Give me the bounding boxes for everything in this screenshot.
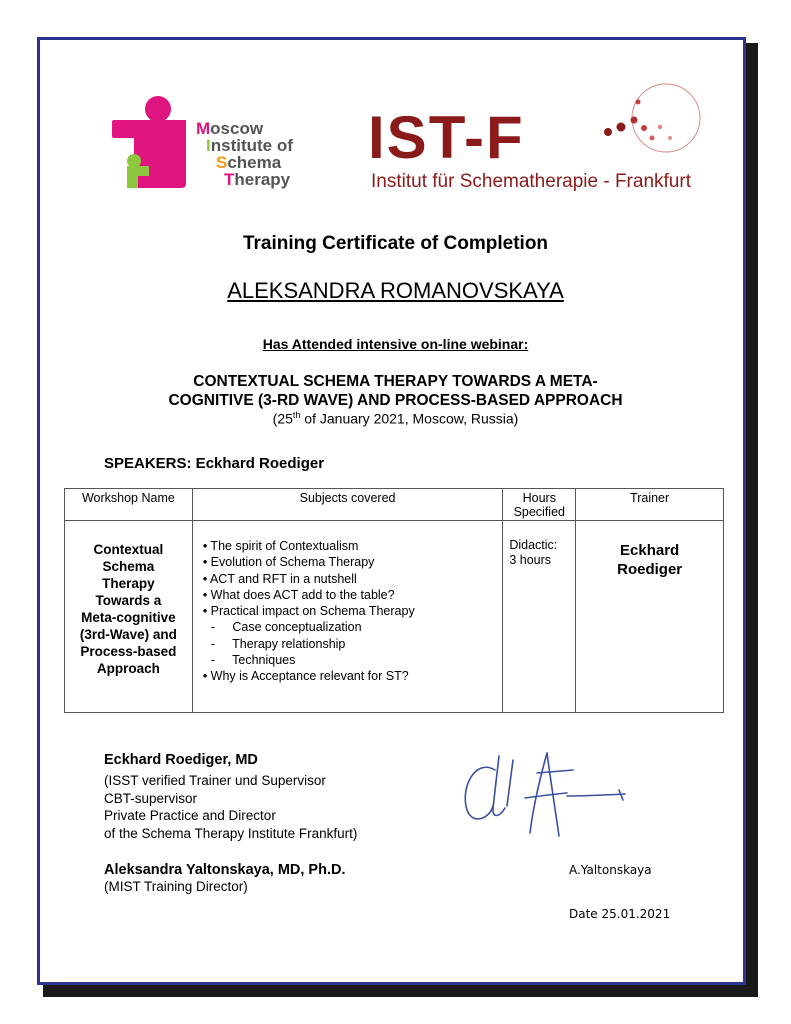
header-hours: Hours Specified	[503, 489, 576, 521]
certificate-date: Date 25.01.2021	[569, 907, 671, 921]
yaltonskaya-name: Aleksandra Yaltonskaya, MD, Ph.D.	[104, 862, 346, 878]
list-item: • Evolution of Schema Therapy	[202, 555, 375, 570]
certificate-title: Training Certificate of Completion	[242, 233, 549, 254]
workshop-table	[64, 488, 724, 713]
workshop-name-cell: Contextual Schema Therapy Towards a Meta-cognitive (3rd-Wave) and Process-based Approach	[65, 521, 193, 713]
mist-logo-text: Moscow Institute of Schema Therapy	[196, 119, 293, 189]
course-title-line-1: CONTEXTUAL SCHEMA THERAPY TOWARDS A META-	[193, 373, 598, 390]
istf-logo	[368, 80, 718, 200]
yaltonskaya-signature: A.Yaltonskaya	[569, 863, 652, 877]
roediger-signature	[455, 748, 635, 843]
list-item: - Case conceptualization	[210, 620, 362, 635]
list-item: • The spirit of Contextualism	[202, 539, 359, 553]
mist-logo	[112, 96, 327, 196]
istf-logo-circle-graphic	[588, 80, 718, 170]
speakers-line: SPEAKERS: Eckhard Roediger	[104, 455, 325, 472]
trainer-cell: Eckhard Roediger	[576, 521, 724, 713]
roediger-credentials: (ISST verified Trainer und Supervisor CBT-supervisor Private Practice and Director of the Schema Therapy Institute Frankfurt)	[104, 773, 358, 841]
course-title-line-2: COGNITIVE (3-RD WAVE) AND PROCESS-BASED APPROACH	[168, 392, 623, 409]
mist-logo-child-torso	[127, 171, 138, 188]
list-item: - Therapy relationship	[210, 636, 346, 651]
course-title	[0, 372, 791, 410]
mist-logo-adult-torso	[134, 120, 186, 188]
subjects-list	[203, 538, 499, 685]
attended-line: Has Attended intensive on-line webinar:	[262, 336, 529, 352]
header-subjects: Subjects covered	[192, 489, 503, 521]
header-workshop-name: Workshop Name	[65, 489, 193, 521]
list-item: • Why is Acceptance relevant for ST?	[202, 669, 409, 684]
table-row	[65, 521, 724, 713]
header-trainer: Trainer	[576, 489, 724, 521]
table-header-row	[65, 489, 724, 521]
roediger-name: Eckhard Roediger, MD	[104, 752, 258, 768]
list-item: - Techniques	[210, 653, 296, 668]
list-item: • What does ACT add to the table?	[202, 587, 395, 602]
list-item: • Practical impact on Schema Therapy	[202, 604, 415, 619]
course-date: (25th of January 2021, Moscow, Russia)	[272, 410, 519, 427]
recipient-name: ALEKSANDRA ROMANOVSKAYA	[227, 278, 564, 303]
hours-cell: Didactic: 3 hours	[503, 521, 576, 713]
istf-logo-subtitle: Institut für Schematherapie - Frankfurt	[371, 171, 691, 192]
list-item: • ACT and RFT in a nutshell	[202, 571, 357, 586]
istf-logo-title: IST-F	[368, 104, 525, 171]
subjects-cell	[192, 521, 503, 713]
yaltonskaya-role: (MIST Training Director)	[104, 879, 248, 894]
mist-logo-adult-head	[145, 96, 171, 122]
